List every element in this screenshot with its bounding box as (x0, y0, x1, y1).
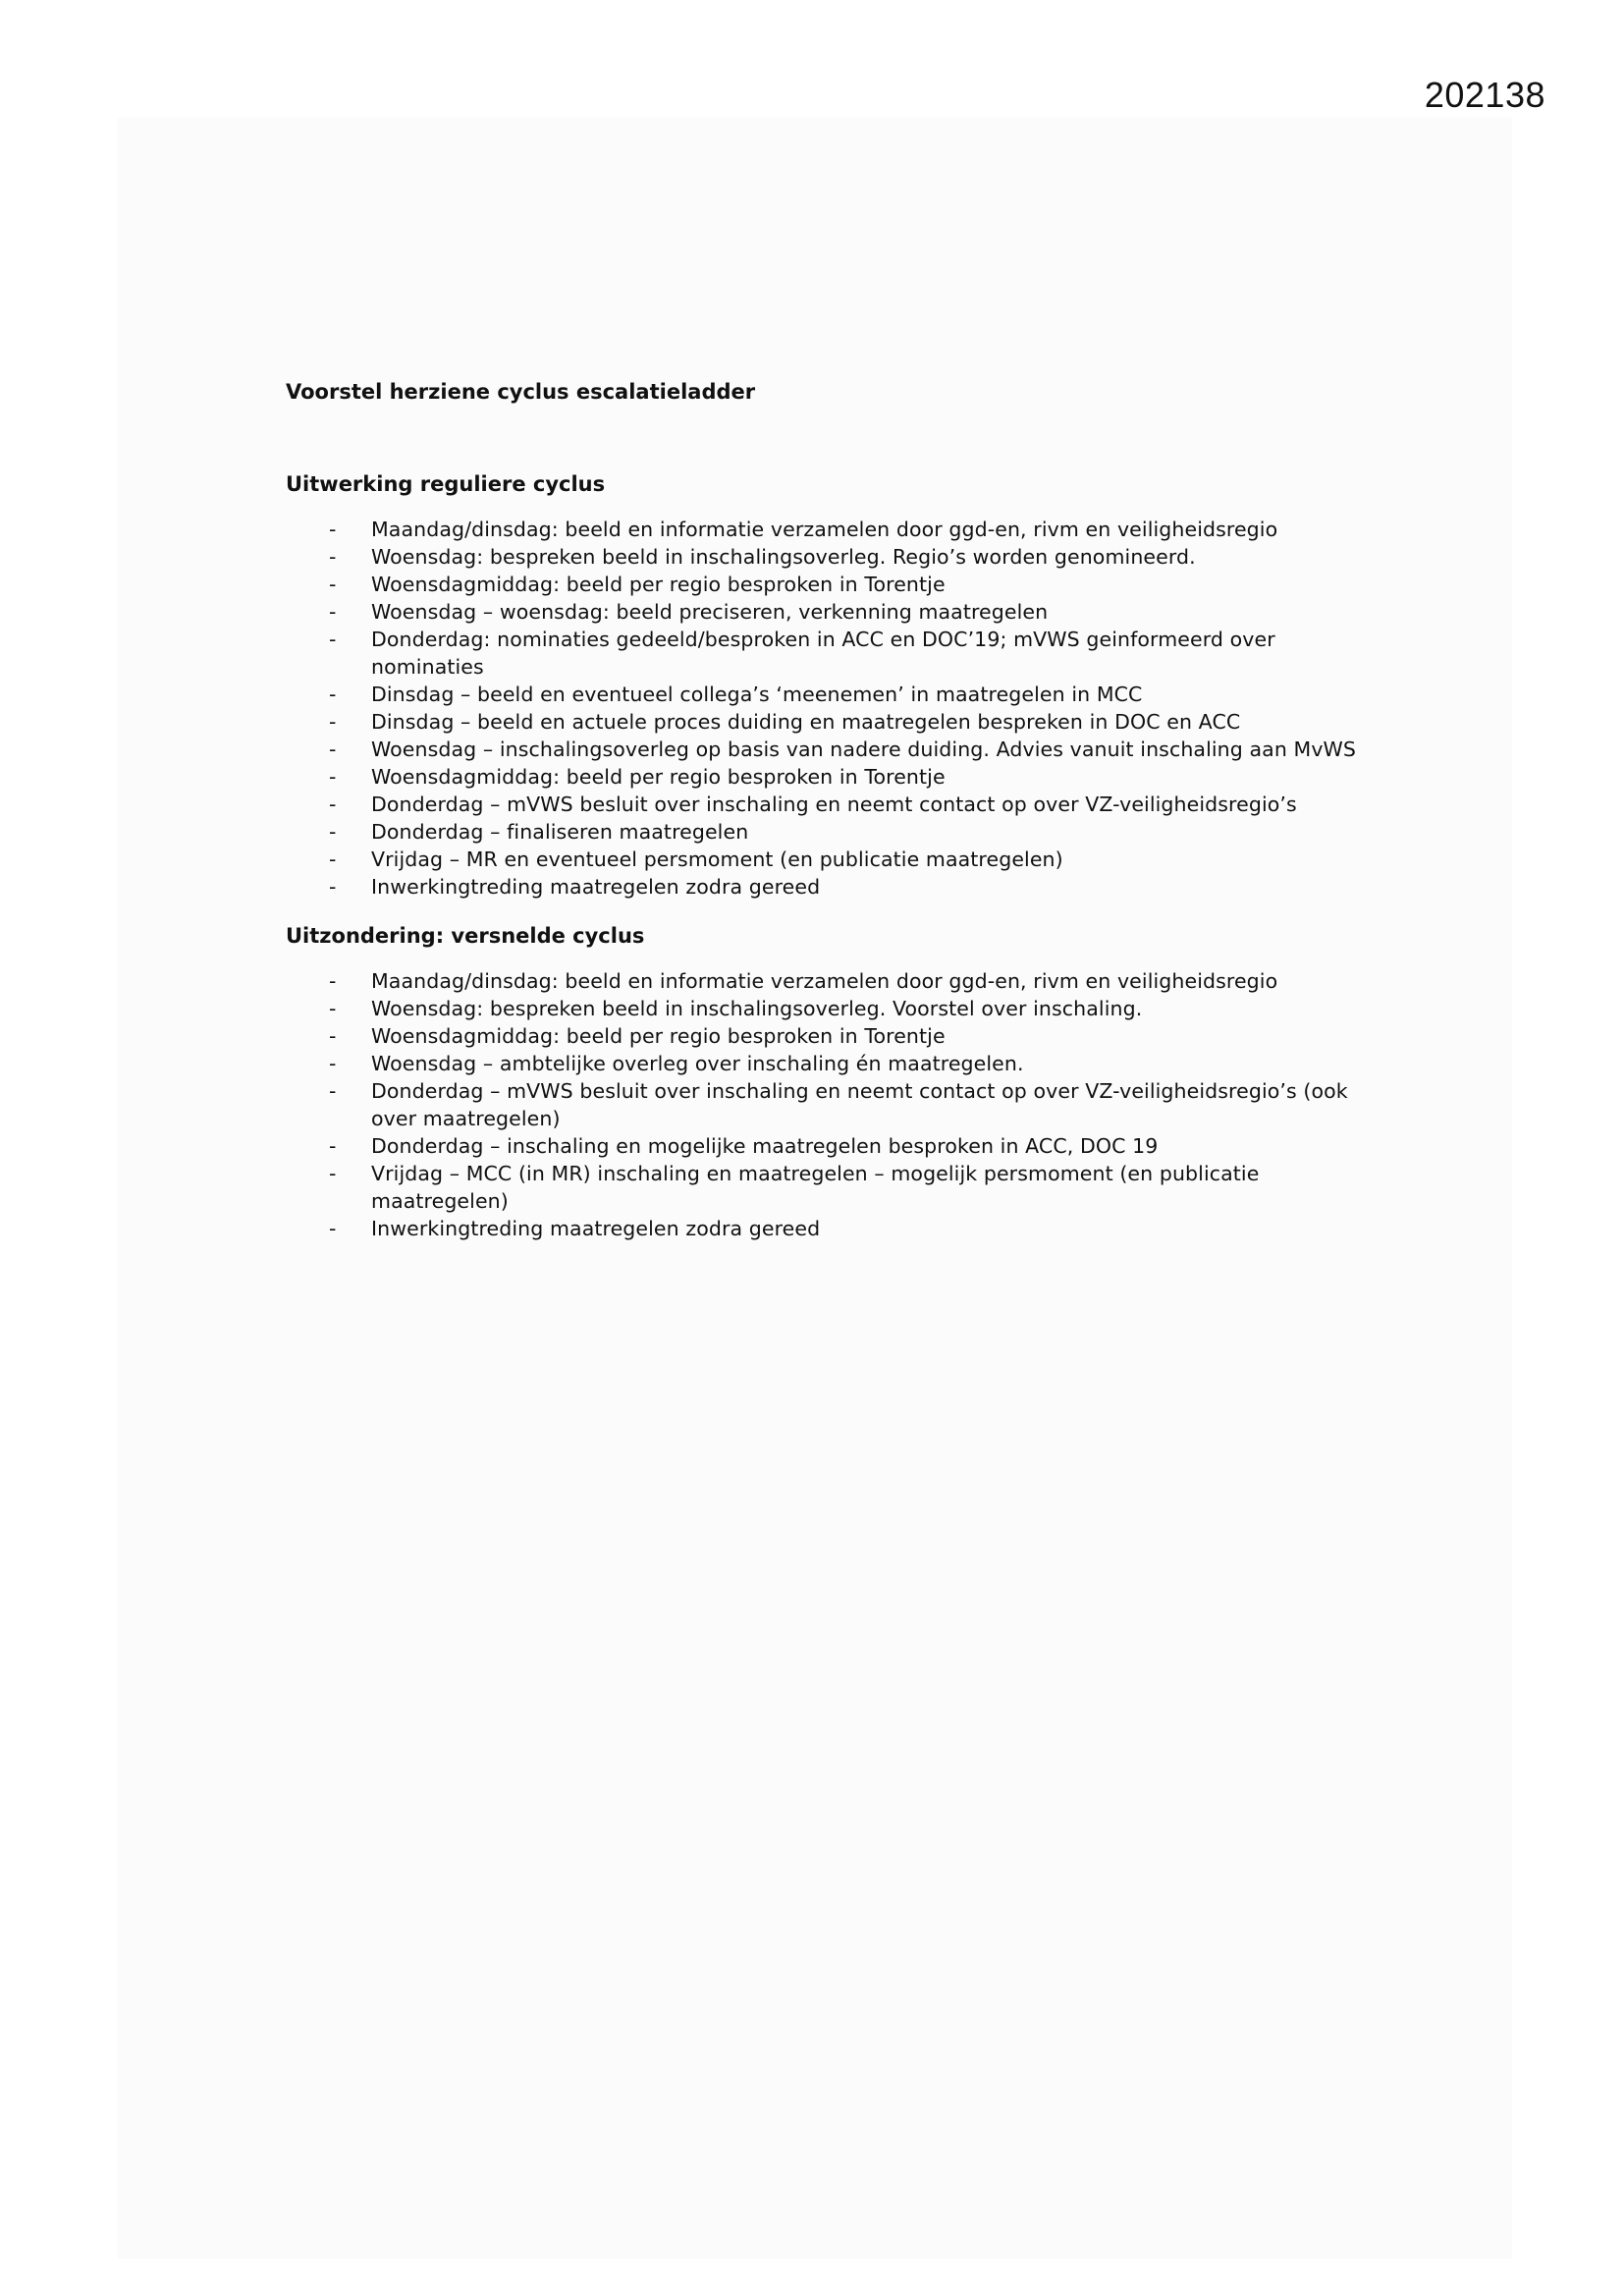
list-bullet: - (329, 600, 337, 624)
list-item (286, 763, 1366, 791)
list-bullet: - (329, 1079, 337, 1103)
list-item (286, 818, 1366, 846)
list-item-text: Woensdag: bespreken beeld in inschalingsoverleg. Regio’s worden genomineerd. (371, 545, 1196, 569)
list-bullet: - (329, 1052, 337, 1075)
list-item (286, 708, 1366, 736)
document-body (286, 378, 1366, 1242)
list-item-text: Dinsdag – beeld en eventueel collega’s ‘meenemen’ in maatregelen in MCC (371, 683, 1143, 706)
list-item (286, 1050, 1366, 1077)
list-item-text: Inwerkingtreding maatregelen zodra gereed (371, 1217, 821, 1240)
list-item (286, 791, 1366, 818)
list-bullet: - (329, 710, 337, 734)
list-item-text: Vrijdag – MR en eventueel persmoment (en publicatie maatregelen) (371, 847, 1063, 871)
list-item-text: Woensdag – inschalingsoverleg op basis van nadere duiding. Advies vanuit inschaling aan MvWS (371, 738, 1357, 761)
list-item-text: Donderdag – inschaling en mogelijke maatregelen besproken in ACC, DOC 19 (371, 1134, 1159, 1158)
list-bullet: - (329, 683, 337, 706)
list-item (286, 681, 1366, 708)
list-bullet: - (329, 1024, 337, 1048)
list-item (286, 598, 1366, 626)
list-item (286, 967, 1366, 995)
list-item (286, 1160, 1366, 1215)
list-bullet: - (329, 1217, 337, 1240)
list-item (286, 846, 1366, 873)
list-bullet: - (329, 875, 337, 899)
list-item-text: Woensdag – ambtelijke overleg over inschaling én maatregelen. (371, 1052, 1024, 1075)
list-item (286, 1132, 1366, 1160)
list-bullet: - (329, 518, 337, 541)
list-item (286, 543, 1366, 571)
list-bullet: - (329, 820, 337, 844)
list-bullet: - (329, 738, 337, 761)
list-bullet: - (329, 765, 337, 789)
list-bullet: - (329, 1162, 337, 1185)
list-item (286, 516, 1366, 543)
list-item (286, 1022, 1366, 1050)
list-item-text: Donderdag – mVWS besluit over inschaling en neemt contact op over VZ-veiligheidsregio’s (ook over maatregelen) (371, 1079, 1348, 1130)
list-item-text: Inwerkingtreding maatregelen zodra gereed (371, 875, 821, 899)
section-heading-regular-cycle: Uitwerking reguliere cyclus (286, 472, 606, 496)
section-heading-accelerated-cycle: Uitzondering: versnelde cyclus (286, 924, 645, 948)
list-item-text: Dinsdag – beeld en actuele proces duiding en maatregelen bespreken in DOC en ACC (371, 710, 1241, 734)
list-item (286, 995, 1366, 1022)
list-item-text: Maandag/dinsdag: beeld en informatie verzamelen door ggd-en, rivm en veiligheidsregio (371, 518, 1278, 541)
list-item-text: Woensdag – woensdag: beeld preciseren, verkenning maatregelen (371, 600, 1049, 624)
list-item-text: Maandag/dinsdag: beeld en informatie verzamelen door ggd-en, rivm en veiligheidsregio (371, 969, 1278, 993)
list-bullet: - (329, 545, 337, 569)
list-item (286, 873, 1366, 901)
list-bullet: - (329, 573, 337, 596)
list-item-text: Vrijdag – MCC (in MR) inschaling en maatregelen – mogelijk persmoment (en publicatie maatregelen) (371, 1162, 1260, 1213)
document-number: 202138 (1424, 75, 1545, 115)
list-item-text: Donderdag – mVWS besluit over inschaling en neemt contact op over VZ-veiligheidsregio’s (371, 793, 1297, 816)
list-bullet: - (329, 997, 337, 1020)
list-bullet: - (329, 1134, 337, 1158)
list-item (286, 1077, 1366, 1132)
list-item-text: Woensdag: bespreken beeld in inschalingsoverleg. Voorstel over inschaling. (371, 997, 1143, 1020)
list-bullet: - (329, 969, 337, 993)
list-item (286, 626, 1366, 681)
list-item-text: Woensdagmiddag: beeld per regio besproken in Torentje (371, 1024, 946, 1048)
list-item-text: Woensdagmiddag: beeld per regio besproken in Torentje (371, 573, 946, 596)
list-item-text: Donderdag – finaliseren maatregelen (371, 820, 749, 844)
list-bullet: - (329, 847, 337, 871)
list-item (286, 736, 1366, 763)
document-title: Voorstel herziene cyclus escalatieladder (286, 380, 756, 404)
list-item-text: Woensdagmiddag: beeld per regio besproken in Torentje (371, 765, 946, 789)
list-item (286, 571, 1366, 598)
list-bullet: - (329, 793, 337, 816)
list-item (286, 1215, 1366, 1242)
accelerated-cycle-list (286, 967, 1366, 1242)
list-item-text: Donderdag: nominaties gedeeld/besproken in ACC en DOC’19; mVWS geinformeerd over nominaties (371, 628, 1275, 679)
regular-cycle-list (286, 516, 1366, 901)
list-bullet: - (329, 628, 337, 651)
